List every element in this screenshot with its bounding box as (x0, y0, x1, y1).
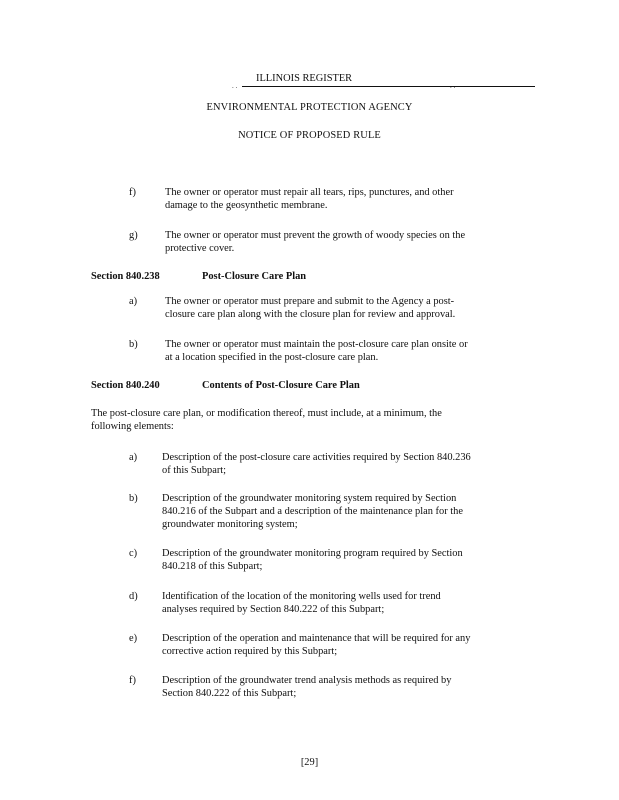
section-240-title: Contents of Post-Closure Care Plan (202, 380, 360, 391)
item-text: The owner or operator must repair all tears, rips, punctures, and other damage to the geosynthetic membrane. (165, 187, 454, 211)
section-240-intro: The post-closure care plan, or modification thereof, must include, at a minimum, the following elements: (91, 408, 442, 432)
item-letter: a) (129, 452, 138, 463)
item-letter: b) (129, 339, 138, 350)
page-number: [29] (300, 757, 319, 768)
item-text: Description of the groundwater monitoring system required by Section 840.216 of the Subpart and a description of the maintenance plan for the groundwater monitoring system; (162, 493, 463, 530)
section-238-title: Post-Closure Care Plan (202, 271, 307, 282)
item-letter: f) (129, 675, 136, 686)
item-text: The owner or operator must prepare and submit to the Agency a post- closure care plan along with the closure plan for review and approval. (165, 296, 456, 320)
register-rule-mark: . . (450, 82, 456, 90)
item-letter: a) (129, 296, 138, 307)
section-238-number: Section 840.238 (91, 271, 160, 282)
register-title: ILLINOIS REGISTER (256, 73, 353, 84)
item-letter: d) (129, 591, 138, 602)
item-text: Description of the groundwater monitoring program required by Section 840.218 of this Subpart; (162, 548, 463, 572)
item-text: Identification of the location of the monitoring wells used for trend analyses required by Section 840.222 of this Subpart; (162, 591, 441, 615)
agency-title: ENVIRONMENTAL PROTECTION AGENCY (206, 102, 413, 113)
item-text: The owner or operator must prevent the growth of woody species on the protective cover. (165, 230, 466, 254)
section-240-number: Section 840.240 (91, 380, 160, 391)
item-letter: g) (129, 230, 138, 241)
notice-title: NOTICE OF PROPOSED RULE (238, 130, 381, 141)
item-text: Description of the operation and maintenance that will be required for any corrective action required by this Subpart; (162, 633, 471, 657)
register-rule (242, 86, 535, 87)
item-letter: f) (129, 187, 136, 198)
item-letter: c) (129, 548, 138, 559)
item-text: Description of the post-closure care activities required by Section 840.236 of this Subpart; (162, 452, 471, 476)
item-letter: b) (129, 493, 138, 504)
item-text: Description of the groundwater trend analysis methods as required by Section 840.222 of this Subpart; (162, 675, 452, 699)
item-text: The owner or operator must maintain the post-closure care plan onsite or at a location specified in the post-closure care plan. (165, 339, 468, 363)
register-rule-mark: . . (232, 82, 238, 90)
item-letter: e) (129, 633, 138, 644)
